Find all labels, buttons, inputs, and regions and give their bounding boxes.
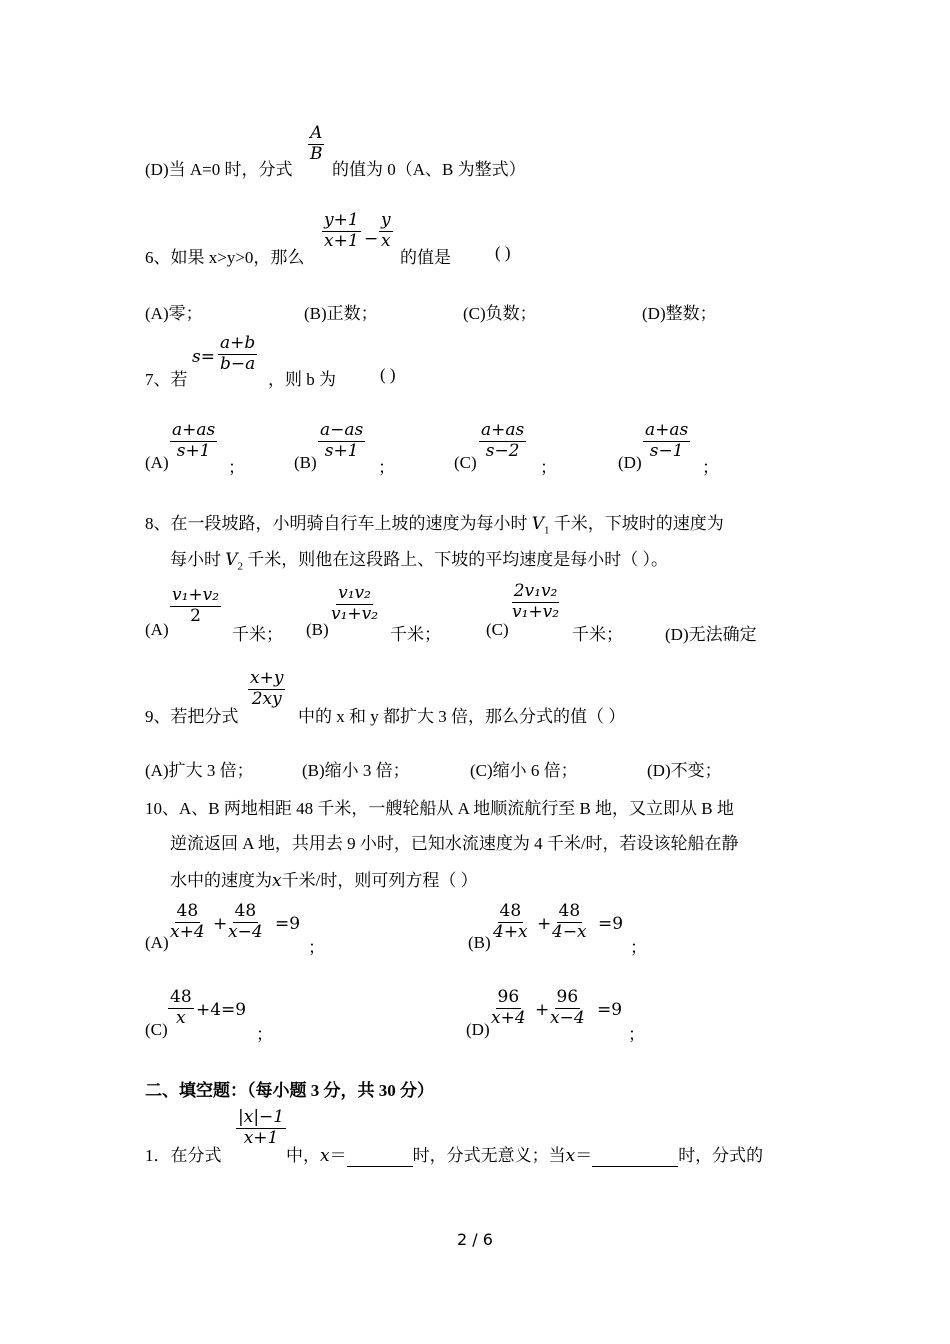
- fraction-numerator: 96: [556, 987, 579, 1007]
- q8-option-b-fraction: [329, 584, 380, 624]
- q8-v1-sub: 1: [544, 524, 550, 537]
- fraction-numerator: a+as: [481, 420, 525, 440]
- q9-fraction: [248, 669, 285, 709]
- q10-text-3a: 水中的速度为: [170, 871, 272, 890]
- fraction-denominator: B: [310, 143, 323, 164]
- page-number: 2 / 6: [457, 1230, 493, 1249]
- q6-paren: ( ): [495, 243, 511, 262]
- fraction-denominator: 2: [190, 605, 201, 626]
- fraction-numerator: |x|−1: [238, 1107, 285, 1127]
- q8-v1: V: [531, 514, 545, 534]
- q10-option-b-label: (B): [468, 933, 491, 952]
- q7-option-a-label: (A): [145, 453, 169, 472]
- q10-option-b-op: +: [537, 914, 552, 934]
- q7-option-c-fraction: [479, 421, 526, 461]
- q8-v2-sub: 2: [237, 560, 244, 573]
- q10-option-b-rhs: =9: [598, 914, 624, 934]
- fraction-denominator: 4+x: [493, 921, 528, 942]
- q6-option-c: (C)负数；: [463, 304, 537, 323]
- fraction-numerator: 48: [234, 901, 257, 921]
- q7-fraction: [218, 334, 257, 374]
- fraction-denominator: x+1: [243, 1127, 279, 1148]
- q9-option-a: (A)扩大 3 倍；: [145, 761, 254, 780]
- q7-option-c-end: ；: [540, 458, 557, 477]
- fraction-denominator: x−4: [228, 921, 263, 942]
- q10-line-2: 逆流返回 A 地，共用去 9 小时，已知水流速度为 4 千米/时，若设该轮船在静: [170, 834, 739, 853]
- q10-option-d-op: +: [535, 1000, 550, 1020]
- q5d-label: (D)当 A=0 时，分式: [145, 160, 293, 179]
- q7-option-a-end: ；: [228, 458, 245, 477]
- q8-line-1: [145, 509, 724, 536]
- fraction-numerator: a−as: [320, 420, 364, 440]
- fraction-numerator: 48: [499, 901, 522, 921]
- q6-option-b: (B)正数；: [304, 304, 378, 323]
- q8-option-a-fraction: [170, 586, 221, 626]
- fill1-x2: x: [565, 1146, 576, 1166]
- fraction-denominator: x−4: [550, 1007, 585, 1028]
- fraction-denominator: s−2: [485, 440, 520, 461]
- fraction-numerator: A: [310, 123, 323, 143]
- q10-option-c-end: ；: [256, 1025, 273, 1044]
- q8-text-2b: 千米，则他在这段路上、下坡的平均速度是每小时（ ）。: [247, 550, 669, 569]
- fraction-numerator: v₁+v₂: [172, 585, 220, 605]
- fraction-denominator: v₁+v₂: [512, 601, 560, 622]
- q10-option-a-fraction-1: [168, 902, 207, 942]
- q10-option-d-fraction-1: [489, 988, 528, 1028]
- fraction-denominator: x+4: [170, 921, 205, 942]
- q9-prefix: 9、若把分式: [145, 707, 239, 726]
- q10-line-3: [170, 866, 478, 891]
- q10-text-3b: 千米/时，则可列方程（ ）: [281, 871, 478, 890]
- fraction-numerator: 48: [558, 901, 581, 921]
- q6-fraction-1: [322, 211, 361, 251]
- q8-text-1b: 千米，下坡时的速度为: [553, 514, 724, 533]
- fill1-rest: [286, 1141, 763, 1167]
- q7-paren: ( ): [380, 365, 396, 384]
- q10-option-d-fraction-2: [548, 988, 587, 1028]
- q8-option-b-label: (B): [306, 620, 329, 639]
- q10-line-1: 10、A、B 两地相距 48 千米，一艘轮船从 A 地顺流航行至 B 地，又立即从 B 地: [145, 799, 734, 818]
- fill1-x1: x: [320, 1146, 330, 1166]
- q6-prefix: 6、如果 x>y>0，那么: [145, 248, 305, 267]
- fraction-numerator: a+as: [172, 420, 216, 440]
- q9-option-c: (C)缩小 6 倍；: [470, 761, 578, 780]
- fraction-denominator: s−1: [649, 440, 684, 461]
- section-2-title: 二、填空题：（每小题 3 分，共 30 分）: [145, 1081, 434, 1100]
- q9-suffix: 中的 x 和 y 都扩大 3 倍，那么分式的值（ ）: [298, 707, 626, 726]
- q6-option-a: (A)零；: [145, 304, 203, 323]
- q10-option-c-op: +4=9: [196, 1000, 247, 1020]
- fraction-denominator: b−a: [220, 353, 256, 374]
- fraction-denominator: s+1: [176, 440, 211, 461]
- q8-option-b-end: 千米；: [390, 625, 441, 644]
- q10-option-b-fraction-1: [491, 902, 530, 942]
- fraction-a-over-b: [308, 124, 325, 164]
- fraction-numerator: x+y: [250, 668, 284, 688]
- fraction-denominator: v₁+v₂: [331, 603, 379, 624]
- fraction-denominator: 4−x: [552, 921, 587, 942]
- q8-option-a-end: 千米；: [232, 625, 283, 644]
- q8-option-c-label: (C): [486, 620, 509, 639]
- q7-option-d-end: ；: [702, 458, 719, 477]
- q10-option-a-label: (A): [145, 933, 169, 952]
- q8-text-2a: 每小时: [170, 550, 221, 569]
- q5d-tail: 的值为 0（A、B 为整式）: [332, 160, 526, 179]
- q10-option-a-op: +: [213, 914, 228, 934]
- q7-option-b-end: ；: [378, 458, 395, 477]
- fraction-denominator: s+1: [324, 440, 359, 461]
- fill1-eq2: ＝: [575, 1146, 593, 1165]
- q8-option-c-end: 千米；: [572, 625, 623, 644]
- q7-option-a-fraction: [170, 421, 217, 461]
- q8-option-c-fraction: [510, 582, 561, 622]
- fraction-denominator: x+1: [324, 230, 359, 251]
- q7-option-b-label: (B): [294, 453, 317, 472]
- q10-option-c-label: (C): [145, 1020, 168, 1039]
- q8-line-2: [170, 545, 668, 572]
- q8-v2: V: [225, 550, 238, 570]
- q7-option-b-fraction: [318, 421, 365, 461]
- fraction-numerator: 48: [176, 901, 199, 921]
- q7-option-d-label: (D): [618, 453, 642, 472]
- q10-option-d-end: ；: [628, 1025, 645, 1044]
- q10-option-d-label: (D): [466, 1020, 490, 1039]
- fraction-numerator: v₁v₂: [338, 583, 371, 603]
- fill1-mid2: 时，分式无意义；当: [412, 1146, 566, 1165]
- q8-text-1a: 8、在一段坡路，小明骑自行车上坡的速度为每小时: [145, 514, 528, 533]
- fill1-mid3: 时，分式的: [678, 1146, 764, 1165]
- fraction-denominator: x: [176, 1007, 186, 1028]
- q10-option-d-rhs: =9: [597, 1000, 623, 1020]
- q6-option-d: (D)整数；: [642, 304, 717, 323]
- q10-option-a-fraction-2: [226, 902, 265, 942]
- fraction-numerator: a+as: [645, 420, 689, 440]
- fraction-numerator: y+1: [324, 210, 359, 230]
- q8-option-d-label: (D)无法确定: [665, 625, 757, 644]
- fill1-fraction: [236, 1108, 286, 1148]
- q6-minus: −: [364, 229, 379, 249]
- fraction-numerator: a+b: [220, 333, 256, 353]
- fraction-denominator: 2xy: [251, 688, 282, 709]
- fill1-eq1: ＝: [329, 1146, 347, 1165]
- q9-option-b: (B)缩小 3 倍；: [302, 761, 410, 780]
- q10-option-a-rhs: =9: [275, 914, 301, 934]
- fraction-denominator: x: [381, 230, 391, 251]
- q10-option-b-fraction-2: [550, 902, 589, 942]
- q7-option-d-fraction: [643, 421, 690, 461]
- fill1-blank-1[interactable]: [347, 1146, 413, 1167]
- q7-option-c-label: (C): [454, 453, 477, 472]
- fraction-numerator: 2v₁v₂: [513, 581, 558, 601]
- fraction-denominator: x+4: [491, 1007, 526, 1028]
- fill1-blank-2[interactable]: [592, 1146, 678, 1167]
- q8-option-a-label: (A): [145, 620, 169, 639]
- fill1-mid1: 中，: [286, 1146, 320, 1165]
- q7-suffix: ，则 b 为: [268, 370, 336, 389]
- fraction-numerator: 96: [497, 987, 520, 1007]
- fraction-numerator: y: [381, 210, 391, 230]
- fill1-prefix: 1．在分式: [145, 1146, 222, 1165]
- q6-suffix: 的值是: [400, 248, 451, 267]
- q7-s-equals: s=: [192, 347, 215, 367]
- q6-fraction-2: [379, 211, 393, 251]
- q10-option-c-fraction: [168, 988, 194, 1028]
- fraction-numerator: 48: [170, 987, 192, 1007]
- q7-prefix: 7、若: [145, 370, 188, 389]
- q10-x: x: [272, 871, 282, 891]
- q10-option-b-end: ；: [630, 938, 647, 957]
- q9-option-d: (D)不变；: [647, 761, 722, 780]
- q10-option-a-end: ；: [308, 938, 325, 957]
